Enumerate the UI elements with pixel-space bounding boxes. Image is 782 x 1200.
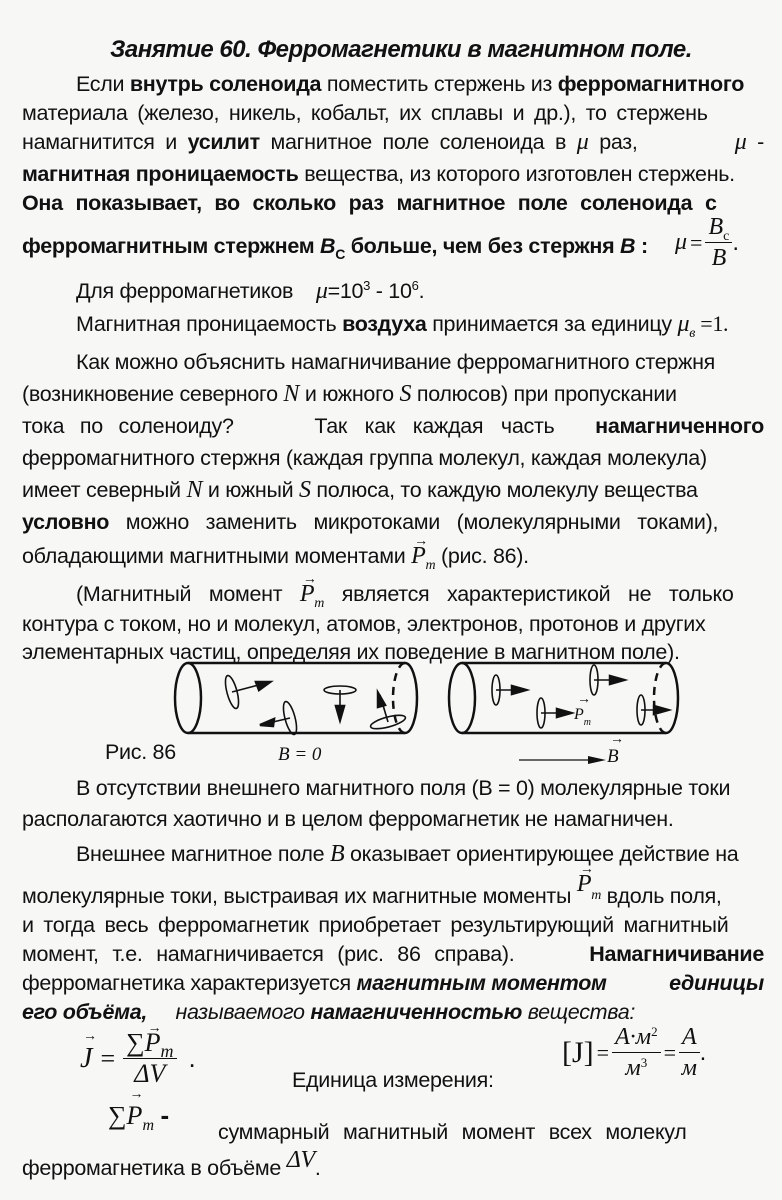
subscript: m bbox=[425, 558, 436, 573]
p7-line1 bbox=[76, 840, 764, 868]
p7-line2 bbox=[22, 871, 764, 910]
p1-line6 bbox=[22, 229, 764, 262]
p2-line bbox=[76, 277, 764, 305]
text: - bbox=[746, 130, 764, 154]
text: можно заменить микротоками (молекулярными токами), bbox=[109, 510, 719, 534]
text: вдоль поля, bbox=[601, 884, 722, 908]
text: (Магнитный момент bbox=[76, 582, 300, 606]
text: =10 bbox=[327, 279, 364, 303]
mu-formula bbox=[675, 212, 739, 273]
text: обладающими магнитными моментами bbox=[22, 544, 412, 568]
figure-caption: Рис. 86 bbox=[105, 740, 176, 764]
bold-text: условно bbox=[22, 510, 110, 534]
p7-line4 bbox=[22, 940, 764, 968]
bold-text: магнитная проницаемость bbox=[22, 162, 299, 186]
p4-line2 bbox=[22, 380, 764, 408]
p5-line1 bbox=[76, 580, 764, 611]
p4-line4: ферромагнитного стержня (каждая группа молекул, каждая молекула) bbox=[22, 446, 707, 470]
text: ферромагнетика характеризуется bbox=[22, 971, 357, 995]
denominator: B bbox=[711, 245, 727, 271]
text: Для ферромагнетиков bbox=[76, 279, 294, 303]
mu-symbol: μ bbox=[576, 129, 589, 155]
text: имеет северный bbox=[22, 478, 187, 502]
n-symbol: N bbox=[186, 477, 203, 503]
subscript: m bbox=[160, 1041, 174, 1061]
p5-line2: контура с током, но и молекул, атомов, электронов, протонов и других bbox=[22, 612, 706, 636]
n-symbol: N bbox=[283, 381, 300, 407]
bold-text: ферромагнитного bbox=[557, 72, 745, 96]
p1-line2 bbox=[22, 99, 764, 127]
exponent: 3 bbox=[363, 278, 371, 293]
text: материала (железо, никель, кобальт, их сплавы и др.), то стержень bbox=[22, 101, 708, 125]
delta-v-symbol: ΔV bbox=[286, 1147, 315, 1173]
equals: = bbox=[596, 1039, 610, 1065]
sum-def-line2 bbox=[22, 1147, 764, 1182]
text: оказывает ориентирующее действие на bbox=[344, 842, 739, 866]
text: принимается за единицу bbox=[426, 312, 678, 336]
p4-line7 bbox=[22, 542, 764, 573]
bold-text: усилит bbox=[187, 130, 260, 154]
sum-symbol: ∑ bbox=[126, 1028, 145, 1057]
b-symbol: B bbox=[319, 234, 336, 258]
italic-text: называемого bbox=[175, 1000, 311, 1024]
subscript: m bbox=[583, 717, 592, 728]
bold-italic-text: его объёма, bbox=[22, 1000, 148, 1024]
p1-line4 bbox=[22, 160, 764, 188]
bold-italic-text: единицы bbox=[669, 971, 764, 995]
text: больше, чем без стержня bbox=[345, 234, 621, 258]
italic-text: вещества: bbox=[522, 1000, 636, 1024]
b-vector-symbol: → B bbox=[607, 746, 619, 768]
units-formula bbox=[562, 1022, 706, 1083]
mu-symbol: μ bbox=[734, 129, 747, 155]
p1-line3 bbox=[22, 128, 764, 156]
p-vector-symbol: → P bbox=[300, 580, 314, 608]
mu-symbol: μ bbox=[315, 278, 328, 304]
bold-text: внутрь соленоида bbox=[129, 72, 322, 96]
text: (рис. 86). bbox=[435, 544, 529, 568]
text: : bbox=[635, 234, 648, 258]
text: Внешнее магнитное поле bbox=[76, 842, 330, 866]
text: (возникновение северного bbox=[22, 382, 284, 406]
text: Магнитная проницаемость bbox=[76, 312, 343, 336]
text: магнитное поле соленоида в bbox=[259, 130, 577, 154]
text: =1. bbox=[695, 311, 729, 336]
p1-line5: Она показывает, во сколько раз магнитное поле соленоида с bbox=[22, 191, 717, 215]
bold-italic-text: магнитным моментом bbox=[356, 971, 607, 995]
text: полюсов) при пропускании bbox=[411, 382, 677, 406]
page-title: Занятие 60. Ферромагнетики в магнитном поле. bbox=[110, 36, 692, 63]
j-vector-symbol: → J bbox=[80, 1043, 92, 1075]
subscript: C bbox=[335, 246, 346, 262]
p-vector-symbol: → P bbox=[574, 706, 584, 724]
j-unit-bracket: [J] bbox=[562, 1035, 594, 1069]
exponent: 6 bbox=[411, 278, 419, 293]
period: . bbox=[314, 1156, 321, 1180]
p4-line6 bbox=[22, 508, 764, 536]
text: Если bbox=[76, 72, 130, 96]
equals: = bbox=[100, 1043, 116, 1073]
numerator: B bbox=[708, 214, 724, 240]
sum-symbol: ∑ bbox=[108, 1101, 127, 1130]
text: намагнитится и bbox=[22, 130, 188, 154]
text: молекулярные токи, выстраивая их магнитные моменты bbox=[22, 884, 577, 908]
p7-line3: и тогда весь ферромагнетик приобретает результирующий магнитный bbox=[22, 913, 729, 937]
text: и южный bbox=[202, 478, 299, 502]
p-vector-symbol: → P bbox=[577, 870, 591, 898]
numerator: A·м bbox=[615, 1024, 652, 1050]
right-figure-label bbox=[607, 746, 619, 768]
b-symbol: B bbox=[329, 841, 345, 867]
p-vector-symbol: → P bbox=[127, 1101, 143, 1131]
p6-line2: располагаются хаотично и в целом ферромагнетик не намагничен. bbox=[22, 807, 674, 831]
denominator: м bbox=[681, 1055, 697, 1081]
equals: = bbox=[663, 1039, 676, 1065]
denominator: ΔV bbox=[134, 1059, 166, 1088]
text: ферромагнетика в объёме bbox=[22, 1156, 282, 1180]
bold-italic-text: намагниченностью bbox=[310, 1000, 523, 1024]
p7-line5 bbox=[22, 969, 764, 997]
text: вещества, из которого изготовлен стержень. bbox=[298, 162, 735, 186]
text: - 10 bbox=[370, 279, 412, 303]
text: тока по соленоиду? bbox=[22, 414, 234, 438]
text: раз, bbox=[588, 130, 638, 154]
subscript: m bbox=[314, 596, 325, 611]
text: момент, т.е. намагничивается (рис. 86 справа). bbox=[22, 942, 515, 966]
text: Так как каждая часть bbox=[314, 414, 555, 438]
numerator: A bbox=[679, 1022, 700, 1053]
period: . bbox=[732, 228, 740, 256]
subscript: c bbox=[723, 229, 730, 244]
p4-line1: Как можно объяснить намагничивание ферромагнитного стержня bbox=[76, 350, 716, 374]
text: поместить стержень из bbox=[321, 72, 558, 96]
p1-line1 bbox=[76, 70, 764, 98]
subscript: m bbox=[591, 888, 601, 903]
magnetization-formula bbox=[80, 1028, 196, 1089]
b-symbol: B bbox=[620, 234, 636, 258]
exponent: 2 bbox=[651, 1024, 658, 1039]
left-cylinder bbox=[175, 663, 417, 736]
subscript: в bbox=[689, 326, 696, 341]
p3-line bbox=[76, 310, 764, 341]
moment-label bbox=[574, 706, 592, 728]
text: полюса, то каждую молекулу вещества bbox=[310, 478, 698, 502]
text: является характеристикой не только bbox=[324, 582, 734, 606]
fraction bbox=[612, 1022, 660, 1083]
sum-pm-symbol bbox=[108, 1100, 170, 1134]
right-cylinder bbox=[449, 663, 678, 733]
p5-line3: элементарных частиц, определяя их поведение в магнитном поле). bbox=[22, 640, 680, 664]
p6-line1: В отсутствии внешнего магнитного поля (B = 0) молекулярные токи bbox=[76, 776, 731, 800]
fraction bbox=[679, 1022, 700, 1083]
text: и южного bbox=[299, 382, 400, 406]
subscript: m bbox=[142, 1117, 154, 1134]
s-symbol: S bbox=[299, 477, 311, 503]
p4-line5 bbox=[22, 476, 764, 504]
p-vector-symbol: → P bbox=[145, 1028, 161, 1058]
left-figure-label: B = 0 bbox=[278, 744, 322, 765]
mu-symbol: μ bbox=[677, 311, 690, 337]
fraction bbox=[705, 212, 732, 273]
sum-def-line1: суммарный магнитный момент всех молекул bbox=[218, 1120, 687, 1144]
text: ферромагнитным стержнем bbox=[22, 234, 320, 258]
exponent: 3 bbox=[640, 1055, 648, 1070]
bold-text: намагниченного bbox=[595, 414, 764, 438]
dash: - bbox=[160, 1100, 170, 1130]
mu-symbol: μ bbox=[675, 229, 688, 255]
p-vector-symbol: → P bbox=[411, 542, 425, 570]
fraction bbox=[123, 1028, 176, 1089]
equals: = bbox=[690, 229, 703, 255]
bold-text: воздуха bbox=[342, 312, 427, 336]
period: . bbox=[699, 1038, 707, 1066]
units-label: Единица измерения: bbox=[292, 1068, 494, 1092]
s-symbol: S bbox=[399, 381, 412, 407]
text: . bbox=[418, 279, 425, 303]
denominator: м bbox=[625, 1055, 641, 1081]
bold-text: Намагничивание bbox=[589, 942, 764, 966]
p4-line3 bbox=[22, 412, 764, 440]
period: . bbox=[188, 1043, 196, 1073]
